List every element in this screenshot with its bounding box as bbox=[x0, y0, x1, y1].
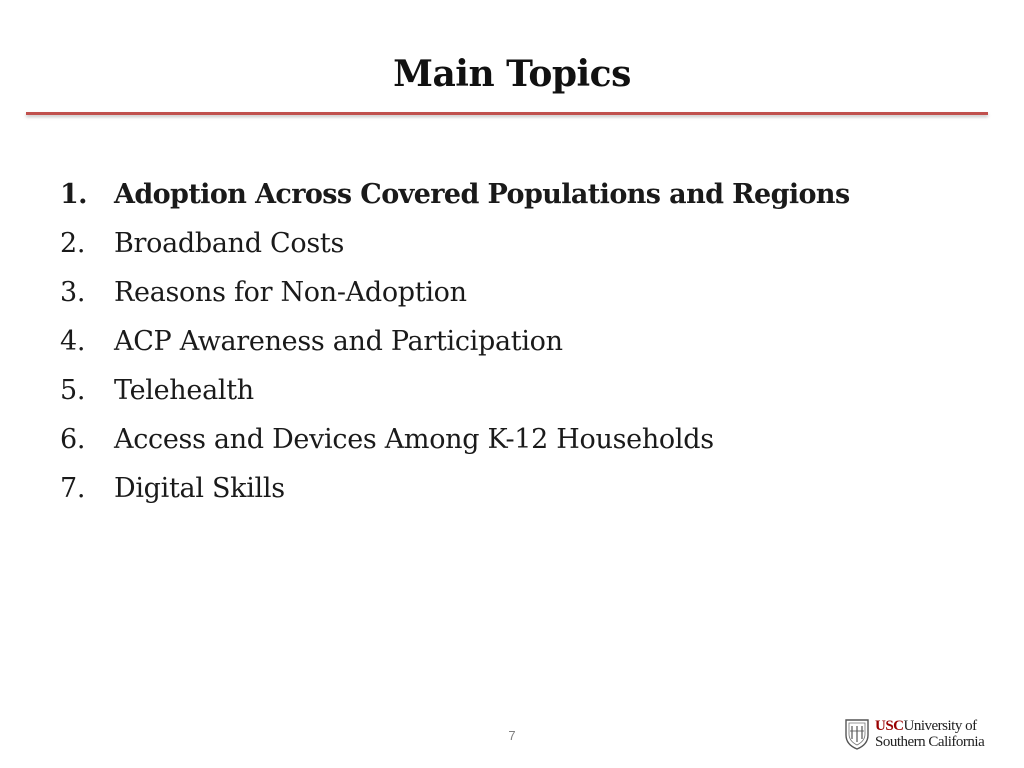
topic-number: 2. bbox=[60, 228, 86, 259]
topic-item-1 bbox=[60, 170, 980, 219]
topic-number: 6. bbox=[60, 424, 86, 455]
usc-logo bbox=[843, 716, 993, 752]
topic-label: Adoption Across Covered Populations and Regions bbox=[114, 179, 850, 210]
topic-number: 1. bbox=[60, 179, 87, 210]
topic-number: 3. bbox=[60, 277, 86, 308]
topic-number: 5. bbox=[60, 375, 86, 406]
page-number: 7 bbox=[508, 728, 516, 743]
slide-title: Main Topics bbox=[393, 53, 631, 95]
topic-item-2 bbox=[60, 219, 980, 268]
topic-item-7 bbox=[60, 464, 980, 513]
logo-university-of: University of bbox=[903, 718, 977, 734]
usc-seal-icon bbox=[843, 717, 871, 751]
topic-label: Digital Skills bbox=[114, 473, 285, 504]
topic-label: Reasons for Non-Adoption bbox=[114, 277, 467, 308]
logo-line-1 bbox=[875, 718, 984, 734]
topic-item-6 bbox=[60, 415, 980, 464]
logo-southern-california: Southern California bbox=[875, 734, 985, 750]
topic-item-4 bbox=[60, 317, 980, 366]
topic-item-3 bbox=[60, 268, 980, 317]
topic-number: 4. bbox=[60, 326, 86, 357]
logo-text bbox=[875, 718, 984, 750]
topic-label: ACP Awareness and Participation bbox=[114, 326, 563, 357]
title-divider bbox=[26, 112, 988, 115]
topic-label: Telehealth bbox=[114, 375, 254, 406]
topic-item-5 bbox=[60, 366, 980, 415]
topic-label: Access and Devices Among K-12 Households bbox=[114, 424, 714, 455]
topic-label: Broadband Costs bbox=[114, 228, 344, 259]
topic-number: 7. bbox=[60, 473, 86, 504]
topic-list bbox=[60, 170, 980, 513]
logo-usc: USC bbox=[875, 718, 904, 734]
